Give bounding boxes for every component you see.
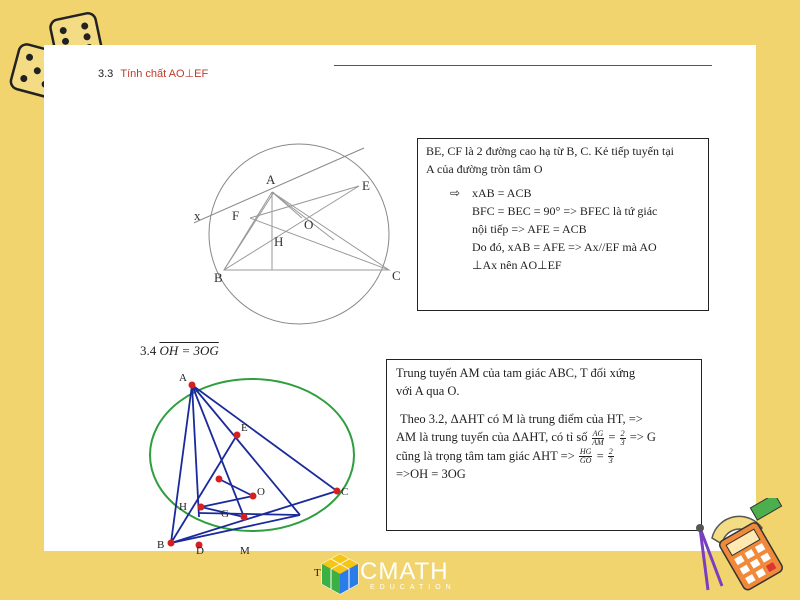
box1-eq2: BFC = BEC = 90° => BFEC là tứ giác bbox=[472, 204, 658, 218]
box1-eq5: ⊥Ax nên AO⊥EF bbox=[472, 258, 562, 272]
explanation-box-2: Trung tuyến AM của tam giác ABC, T đối xứng với A qua O. Theo 3.2, ΔAHT có M là trung điểm của HT, => AM là trung tuyến của ΔAHT, có tỉ số $\frac{AG}{AM}$ = $\frac{2}{3}$ => G cũng là trọng tâm tam giác AHT => $\frac{HG}{GO}$ = $\frac{2}{3}$ =>OH = 3OG bbox=[386, 359, 702, 531]
box2-line3: Theo 3.2, ΔAHT có M là trung điểm của HT, => bbox=[400, 412, 643, 426]
box1-eq3: nội tiếp => AFE = ACB bbox=[472, 222, 587, 236]
box1-eq4: Do đó, xAB = AFE => Ax//EF mà AO bbox=[472, 240, 657, 254]
box2-equals: = bbox=[608, 430, 616, 444]
fig2-label-H: H bbox=[179, 501, 187, 513]
implies-arrow-icon: ⇨ bbox=[450, 186, 461, 200]
fraction-hg-go: $\frac{HG}{GO}$ bbox=[579, 447, 592, 466]
label-H: H bbox=[274, 234, 284, 249]
section-3-4-title bbox=[140, 343, 219, 359]
section2-number: 3.4 bbox=[140, 343, 157, 358]
circumcircle bbox=[209, 144, 389, 324]
box2-line2: với A qua O. bbox=[396, 384, 460, 398]
fig2-label-G: G bbox=[221, 508, 229, 520]
logo-subtitle: EDUCATION bbox=[370, 584, 456, 591]
fig2-label-T: T bbox=[314, 567, 321, 579]
label-C: C bbox=[392, 268, 401, 283]
fraction-two-thirds-b: $\frac{2}{3}$ bbox=[608, 447, 613, 466]
header-rule bbox=[334, 65, 712, 66]
box2-line4b: => G bbox=[629, 430, 656, 444]
label-O: O bbox=[304, 217, 314, 232]
fig2-label-D: D bbox=[196, 545, 204, 557]
fraction-two-thirds: $\frac{2}{3}$ bbox=[620, 428, 625, 447]
box1-line1: BE, CF là 2 đường cao hạ từ B, C. Kẻ tiếp tuyến tại bbox=[426, 144, 674, 158]
box2-line5a: cũng là trọng tâm tam giác AHT => bbox=[396, 448, 575, 463]
box1-eq1: xAB = ACB bbox=[472, 186, 532, 200]
fig2-label-B: B bbox=[157, 539, 165, 551]
tangent-line bbox=[194, 148, 364, 225]
geometry-figure-2 bbox=[149, 367, 369, 552]
cmath-logo-icon bbox=[320, 552, 360, 596]
label-x: x bbox=[194, 208, 201, 223]
math-tools-icon bbox=[692, 498, 792, 593]
explanation-box-1 bbox=[417, 138, 709, 311]
box2-line6: =>OH = 3OG bbox=[396, 467, 466, 482]
box1-line2: A của đường tròn tâm O bbox=[426, 162, 543, 176]
geometry-figure-1 bbox=[194, 100, 414, 330]
label-B: B bbox=[214, 270, 223, 285]
fig2-label-A: A bbox=[179, 372, 187, 384]
fraction-ag-am: $\frac{AG}{AM}$ bbox=[592, 428, 604, 447]
fig2-label-C: C bbox=[341, 486, 349, 498]
section-title-text: Tính chất AO⊥EF bbox=[120, 68, 209, 80]
label-E: E bbox=[362, 178, 370, 193]
fig2-label-O: O bbox=[257, 486, 265, 498]
box2-line1: Trung tuyến AM của tam giác ABC, T đối xứng bbox=[396, 366, 636, 380]
section2-formula: OH = 3OG bbox=[159, 343, 219, 358]
section-3-3-title bbox=[98, 67, 208, 80]
fig2-label-M: M bbox=[240, 545, 250, 557]
box2-line4a: AM là trung tuyến của ΔAHT, có tỉ số bbox=[396, 430, 588, 444]
fig2-label-E: E bbox=[241, 422, 248, 434]
logo-name: CMATH bbox=[360, 558, 449, 585]
section-number: 3.3 bbox=[98, 68, 114, 80]
label-F: F bbox=[232, 208, 240, 223]
label-A: A bbox=[266, 172, 276, 187]
